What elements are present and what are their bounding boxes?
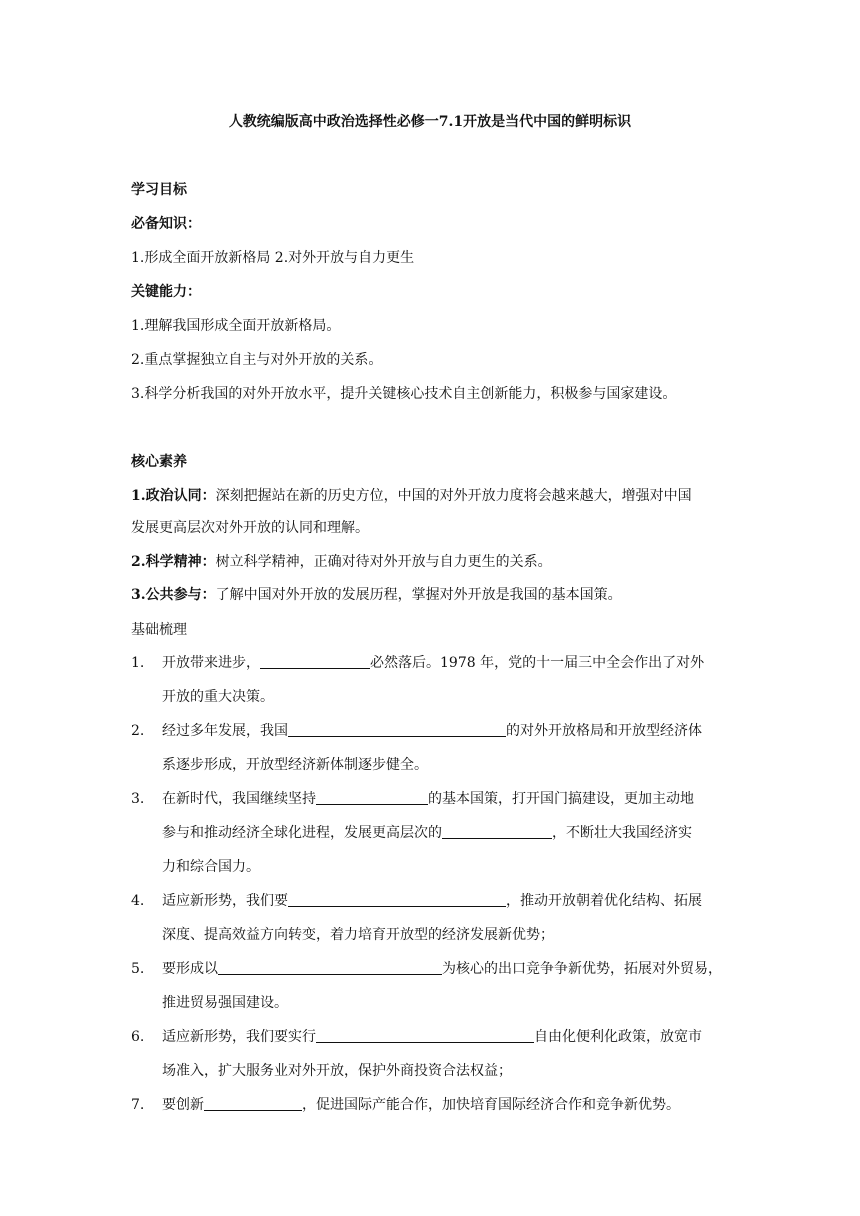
basics-item-5-num: 5. — [131, 961, 145, 977]
basics-item-7-num: 7. — [131, 1097, 145, 1113]
basics-item-5-cont: 推进贸易强国建设。 — [162, 995, 288, 1011]
basics-item-3-cont2: 力和综合国力。 — [162, 859, 260, 875]
basics-item-2-text-a: 经过多年发展，我国 — [162, 723, 288, 739]
basics-item-6-cont: 场准入，扩大服务业对外开放，保护外商投资合法权益； — [162, 1063, 512, 1079]
literacy-item-1-text: 深刻把握站在新的历史方位，中国的对外开放力度将会越来越大，增强对中国 — [215, 488, 692, 504]
knowledge-text: 1.形成全面开放新格局 2.对外开放与自力更生 — [131, 250, 415, 266]
basics-item-3-cont — [162, 823, 692, 843]
fill-blank[interactable] — [204, 1095, 302, 1111]
basics-item-1-text-a: 开放带来进步， — [162, 655, 260, 671]
basics-item-7-text-a: 要创新 — [162, 1097, 204, 1113]
literacy-item-1 — [131, 486, 692, 506]
basics-item-3 — [162, 789, 694, 809]
ability-heading: 关键能力： — [131, 284, 201, 300]
basics-item-2-text-b: 的对外开放格局和开放型经济体 — [506, 723, 702, 739]
basics-item-2-cont: 系逐步形成，开放型经济新体制逐步健全。 — [162, 757, 428, 773]
literacy-item-3-label: 3.公共参与： — [131, 587, 216, 603]
ability-item-1: 1.理解我国形成全面开放新格局。 — [131, 318, 341, 334]
basics-item-7 — [162, 1095, 680, 1115]
document-title: 人教统编版高中政治选择性必修一7.1开放是当代中国的鲜明标识 — [228, 114, 632, 130]
basics-item-4-text-a: 适应新形势，我们要 — [162, 893, 288, 909]
fill-blank[interactable] — [442, 823, 552, 839]
basics-item-7-text-b: ，促进国际产能合作，加快培育国际经济合作和竞争新优势。 — [302, 1097, 680, 1113]
basics-item-4-text-b: ，推动开放朝着优化结构、拓展 — [506, 893, 702, 909]
basics-item-3-text-a: 在新时代，我国继续坚持 — [162, 791, 316, 807]
literacy-item-3 — [131, 585, 622, 605]
basics-item-1 — [162, 653, 704, 673]
basics-item-3-text-d: ，不断壮大我国经济实 — [552, 825, 692, 841]
basics-item-5-text-a: 要形成以 — [162, 961, 218, 977]
ability-item-2: 2.重点掌握独立自主与对外开放的关系。 — [131, 352, 383, 368]
literacy-heading: 核心素养 — [131, 454, 187, 470]
literacy-item-1-cont: 发展更高层次对外开放的认同和理解。 — [131, 520, 369, 536]
basics-item-4-cont: 深度、提高效益方向转变，着力培育开放型的经济发展新优势； — [162, 927, 554, 943]
literacy-item-2-label: 2.科学精神： — [131, 554, 216, 570]
basics-item-5 — [162, 959, 722, 979]
literacy-item-3-text: 了解中国对外开放的发展历程，掌握对外开放是我国的基本国策。 — [215, 587, 622, 603]
basics-item-4 — [162, 891, 702, 911]
fill-blank[interactable] — [288, 891, 506, 907]
literacy-item-1-label: 1.政治认同： — [131, 488, 216, 504]
objectives-heading: 学习目标 — [131, 182, 187, 198]
ability-item-3: 3.科学分析我国的对外开放水平，提升关键核心技术自主创新能力，积极参与国家建设。 — [131, 386, 677, 402]
basics-item-1-cont: 开放的重大决策。 — [162, 689, 274, 705]
basics-item-1-text-b: 必然落后。1978 年，党的十一届三中全会作出了对外 — [370, 655, 705, 671]
fill-blank[interactable] — [316, 1027, 534, 1043]
fill-blank[interactable] — [288, 721, 506, 737]
basics-item-6-text-b: 自由化便利化政策，放宽市 — [534, 1029, 702, 1045]
literacy-item-2 — [131, 552, 552, 572]
basics-item-3-text-b: 的基本国策，打开国门搞建设，更加主动地 — [428, 791, 694, 807]
literacy-item-2-text: 树立科学精神，正确对待对外开放与自力更生的关系。 — [215, 554, 552, 570]
basics-item-4-num: 4. — [131, 893, 145, 909]
knowledge-heading: 必备知识： — [131, 216, 201, 232]
basics-item-1-num: 1. — [131, 655, 145, 671]
fill-blank[interactable] — [218, 959, 442, 975]
basics-item-6-num: 6. — [131, 1029, 145, 1045]
fill-blank[interactable] — [260, 653, 370, 669]
basics-item-2 — [162, 721, 702, 741]
fill-blank[interactable] — [316, 789, 428, 805]
basics-item-6 — [162, 1027, 702, 1047]
basics-item-5-text-b: 为核心的出口竞争争新优势，拓展对外贸易， — [442, 961, 722, 977]
basics-item-2-num: 2. — [131, 723, 145, 739]
basics-heading: 基础梳理 — [131, 622, 187, 638]
basics-item-6-text-a: 适应新形势，我们要实行 — [162, 1029, 316, 1045]
basics-item-3-num: 3. — [131, 791, 145, 807]
basics-item-3-text-c: 参与和推动经济全球化进程，发展更高层次的 — [162, 825, 442, 841]
